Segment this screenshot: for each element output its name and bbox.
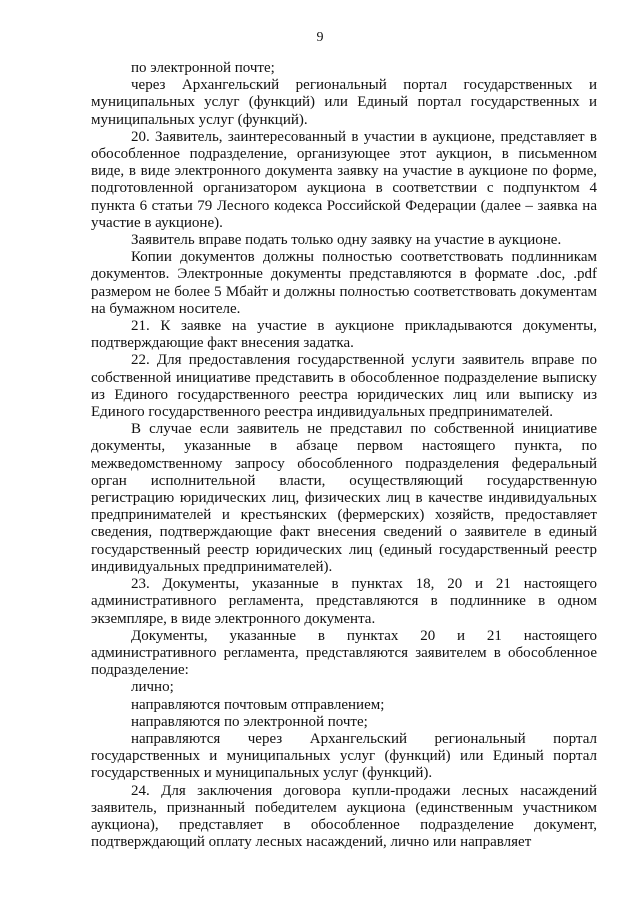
paragraph: Документы, указанные в пунктах 20 и 21 настоящего административного регламента, представляются заявителем в обособленное подразделение: <box>91 627 597 679</box>
paragraph: лично; <box>131 679 174 696</box>
paragraph: направляются почтовым отправлением; <box>131 696 385 713</box>
paragraph: 24. Для заключения договора купли-продажи лесных насаждений заявитель, признанный победителем аукциона (единственным участником аукциона), представляет в обособленное подразделение документ, подтверждающий оплату лесных насаждений, лично или направляет <box>91 782 597 851</box>
paragraph: 22. Для предоставления государственной услуги заявитель вправе по собственной инициативе представить в обособленное подразделение выписку из Единого государственного реестра юридических лиц или выписку из Единого государственного реестра индивидуальных предпринимателей. <box>91 352 597 421</box>
paragraph: 23. Документы, указанные в пунктах 18, 20 и 21 настоящего административного регламента, представляются в подлиннике в одном экземпляре, в виде электронного документа. <box>91 576 597 627</box>
page-number: 9 <box>316 30 324 45</box>
paragraph: Заявитель вправе подать только одну заявку на участие в аукционе. <box>131 232 562 249</box>
paragraph: по электронной почте; <box>131 60 275 76</box>
paragraph: направляются по электронной почте; <box>131 713 368 730</box>
paragraph: через Архангельский региональный портал государственных и муниципальных услуг (функций) или Единый портал государственных и муниципальных услуг (функций). <box>91 77 597 128</box>
paragraph: 20. Заявитель, заинтересованный в участии в аукционе, представляет в обособленное подразделение, организующее этот аукцион, в письменном виде, в виде электронного документа заявку на участие в аукционе по форме, подготовленной организатором аукциона в соответствии с подпунктом 4 пункта 6 статьи 79 Лесного кодекса Российской Федерации (далее – заявка на участие в аукционе). <box>91 128 597 231</box>
document-body <box>91 60 597 851</box>
paragraph: Копии документов должны полностью соответствовать подлинникам документов. Электронные документы представляются в формате .doc, .pdf размером не более 5 Мбайт и должны полностью соответствовать документам на бумажном носителе. <box>91 249 597 317</box>
paragraph: направляются через Архангельский региональный портал государственных и муниципальных услуг (функций) или Единый портал государственных и муниципальных услуг (функций). <box>91 730 597 782</box>
paragraph: 21. К заявке на участие в аукционе прикладываются документы, подтверждающие факт внесения задатка. <box>91 318 597 352</box>
paragraph: В случае если заявитель не представил по собственной инициативе документы, указанные в абзаце первом настоящего пункта, по межведомственному запросу обособленного подразделения федеральный орган исполнительной власти, осуществляющий государственную регистрацию юридических лиц, физических лиц в качестве индивидуальных предпринимателей и крестьянских (фермерских) хозяйств, предоставляет сведения, подтверждающие факт внесения сведений о заявителе в единый государственный реестр юридических лиц (единый государственный реестр индивидуальных предпринимателей). <box>91 421 597 575</box>
